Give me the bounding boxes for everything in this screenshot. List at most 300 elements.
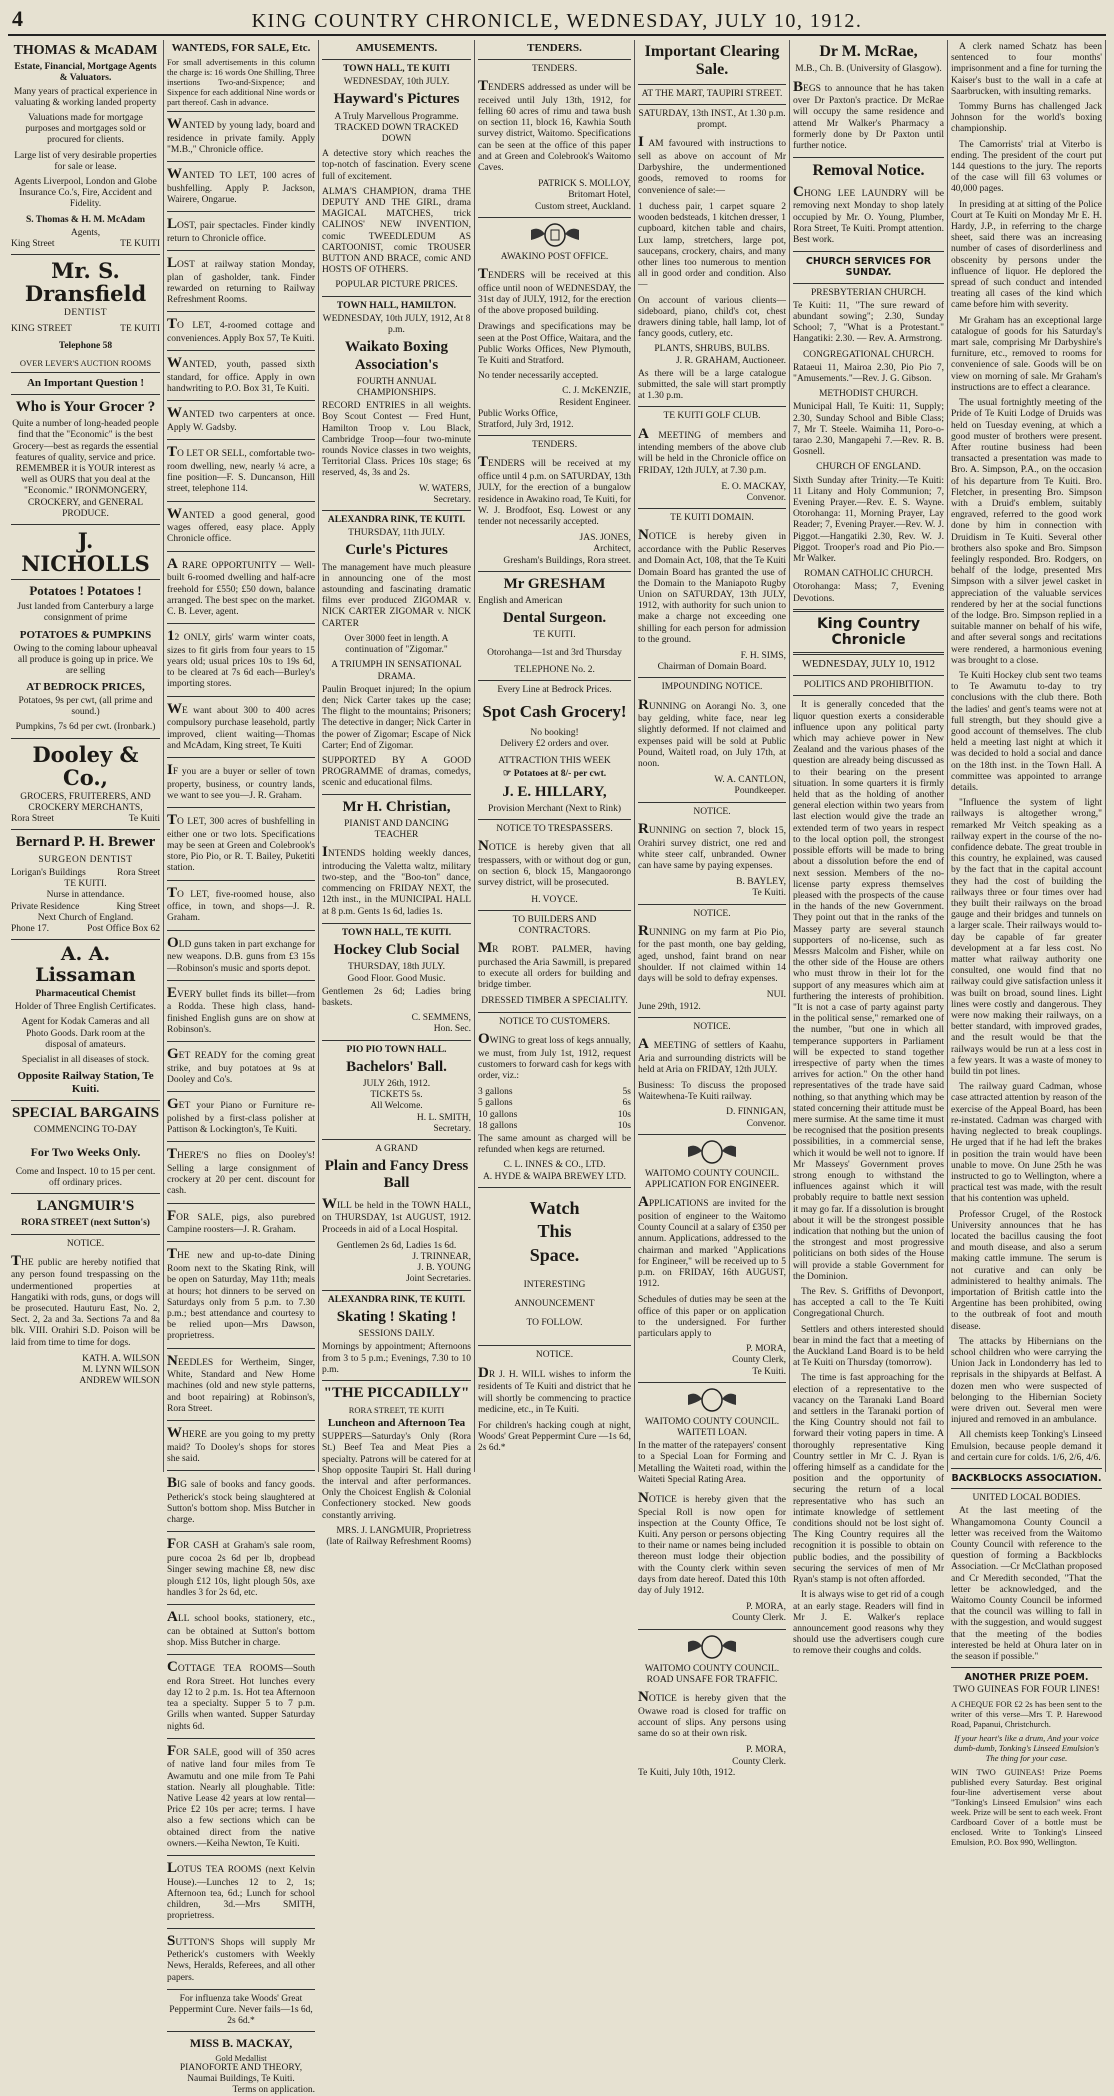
notice-signature-3: ANDREW WILSON (79, 1376, 160, 1387)
gresham-role: Dental Surgeon. (502, 610, 607, 627)
classified-ad: WANTED two carpenters at once. Apply W. Gadsby. (167, 405, 315, 434)
notice-signature-2: M. LYNN WILSON (82, 1365, 160, 1376)
engineer-signature-2: County Clerk, (732, 1355, 786, 1366)
brewer-location-1: Lorigan's Buildings (11, 867, 86, 878)
notice-will-heading: NOTICE. (535, 1350, 574, 1361)
tender-3-heading: TENDERS. (531, 440, 578, 451)
brewer-title: Bernard P. H. Brewer (15, 834, 156, 851)
boxing-date: WEDNESDAY, 10th JULY, 1912, At 8 p.m. (322, 313, 471, 336)
tender-1-signature-1: PATRICK S. MOLLOY, (538, 179, 631, 190)
church-of-england-text: Sixth Sunday after Trinity.—Te Kuiti: 11 Litany and Holy Communion; 7, Evening Prayer.—Rev. E. S. Wayne. Otorohanga: 11, Morning Prayer, Lay Reader; 7, Evening Prayer.—Rev. W. J. Piggot.—Hangatiki 2.30, Rev. W. J. Piggot. Trooper's road and Pio Pio.—Mr Walker. (793, 475, 944, 565)
hayward-text-2: A detective story which reaches the top-notch of fascination. Every scene full of excitement. (322, 149, 471, 182)
wanteds-rates: For small advertisements in this column the charge is: 16 words One Shilling, Three insertions Two-and-Sixpence; and Sixpence for each additional Nine words or part thereof. Cash in advance. (167, 56, 315, 108)
classified-ad: LOST, pair spectacles. Finder kindly return to Chronicle office. (167, 216, 315, 244)
piccadilly-signature: MRS. J. LANGMUIR, Proprietress (late of Railway Refreshment Rooms) (326, 1525, 471, 1547)
classified-ad: EVERY bullet finds its billet—from a Rodda. These high class, hand-finished English guns are on show at Robinson's. (167, 984, 315, 1035)
news-item-7: Te Kuiti Hockey club sent two teams to Te Awamutu to-day to try conclusions with the club there. Both the ladies' and gent's teams were not at full strength, but they should give a good account of themselves. The club held a meeting last night at which it was decided to hold a social and dance on the 18th inst. in the Town Hall. A committee was appointed to arrange details. (951, 670, 1102, 793)
langmuir-subtitle: RORA STREET (next Sutton's) (21, 1218, 150, 1229)
potatoes-heading: Potatoes ! Potatoes ! (29, 583, 142, 599)
news-item-10: Professor Crugel, of the Rostock University announces that he has located the bacillus causing the foot and mouth disease, and also a serum making cattle immune. The serum is not curative and can only be administered to healthy animals. The importation of British cattle into the Argentine has been prohibited, owing to the outbreak of foot and mouth disease. (951, 1209, 1102, 1332)
prize-poem-text-2: WIN TWO GUINEAS! Prize Poems published every Saturday. Best original four-line advertisement verse about "Tonking's Linseed Emulsion" wins each week. Prize will be sent to each week. Front Cardboard Cover of a bottle must be enclosed. Write to Tonking's Linseed Emulsion, P.O. Box 990, Wellington. (951, 1766, 1102, 1847)
news-item-8: "Influence the system of light railways is altogether wrong," remarked Mr Veitch speaking as a railway expert in the course of the no-confidence debate. The great trouble in this country, he explained, was caused by the fact that in the capital account they had the cost of building the railways three or four times over had they built their railways on the broad gauge and their bridges and tunnels on a larger scale. Their railways would to-day be capable of far greater development at a far less cost. No matter what railway authority one consulted, one would find that no railway could give satisfaction unless it was built on broad, sound lines. Light lines were costly and dangerous. They were now making their railways, on a better standard, with improved grades, and the result would be that the railways would be run at a less cost in a few years. It was a waste of money to build tin pot lines. (951, 798, 1102, 1078)
fancy-dress-signature-1: J. TRINNEAR, (412, 1252, 471, 1263)
tender-2-text-3: No tender necessarily accepted. (478, 371, 599, 382)
lissaman-text-4: Opposite Railway Station, Te Kuiti. (17, 1070, 154, 1096)
grocer-heading: Who is Your Grocer ? (15, 398, 156, 415)
potatoes-text-3: Owing to the coming labour upheaval all produce is going up in price. We are selling (13, 643, 158, 676)
bachelors-tickets: TICKETS 5s. (370, 1090, 423, 1101)
domain-heading: TE KUITI DOMAIN. (670, 513, 754, 524)
nicholls-title: J. NICHOLLS (21, 528, 150, 577)
spot-cash-text-2: Delivery £2 orders and over. (500, 738, 609, 749)
brewer-location-2: Rora Street (116, 867, 160, 878)
county-council-heading: WAITOMO COUNTY COUNCIL. (644, 1168, 780, 1179)
notice-1-text: RUNNING on section 7, block 15, Orahiri survey district, one red and white steer calf, unbranded. Owner can have same by paying expenses. (638, 820, 786, 871)
dransfield-phone: Telephone 58 (58, 340, 113, 351)
builders-heading: TO BUILDERS AND CONTRACTORS. (512, 914, 597, 936)
tender-2-signature-3: Public Works Office, (478, 408, 558, 419)
mackay-text-1: PIANOFORTE AND THEORY, (179, 2062, 303, 2073)
news-item-2: Tommy Burns has challenged Jack Johnson for the world's boxing championship. (951, 102, 1102, 135)
special-text-2: For Two Weeks Only. (30, 1144, 141, 1159)
potatoes-text-4: AT BEDROCK PRICES, (26, 681, 145, 694)
boxing-signature-2: Secretary. (433, 494, 471, 505)
bachelors-date: JULY 26th, 1912. (362, 1079, 431, 1090)
piccadilly-title: "THE PICCADILLY" (323, 1384, 470, 1401)
prize-poem-subheading: TWO GUINEAS FOR FOUR LINES! (953, 1685, 1100, 1696)
fancy-dress-signature-2: J. B. YOUNG (417, 1263, 471, 1274)
golf-heading: TE KUITI GOLF CLUB. (663, 411, 761, 422)
impounding-text: RUNNING on Aorangi No. 3, one bay gelding, white face, near leg slightly deformed. If not claimed and expenses paid will be sold at Public Pound, Waitetl road, on July 17th, at noon. (638, 696, 786, 770)
coat-of-arms-icon (682, 1139, 742, 1165)
classified-ad: WANTED by young lady, board and residence in private family. Apply "M.B.," Chronicle office. (167, 116, 315, 155)
notice-1-signature-2: Te Kuiti. (752, 888, 786, 899)
keg-size: 18 gallons (478, 1120, 518, 1131)
lissaman-subtitle: Pharmaceutical Chemist (35, 988, 136, 999)
backblocks-subheading: UNITED LOCAL BODIES. (972, 1493, 1081, 1504)
masthead (8, 4, 1106, 36)
column-5 (635, 40, 790, 1778)
builders-text: MR ROBT. PALMER, having purchased the Aria Sawmill, is prepared to execute all orders for building and bridge timber. (478, 940, 631, 991)
langmuir-title: LANGMUIR'S (36, 1198, 135, 1215)
gresham-text-1: Otorohanga—1st and 3rd Thursday (487, 647, 622, 658)
dooley-town: Te Kuiti (128, 814, 160, 825)
column-2 (164, 40, 319, 2096)
politics-text-4: The time is fast approaching for the election of a representative to the vacancy on the Taranaki Land Board and settlers in the Taranaki portion of the King Country should not fail to forward their voting papers in time. A thoroughly representative King Country settler in Mr C. J. Ryan is offering himself as a candidate for the position and the opportunity of securing the return of a local representative who has such an intimate knowledge of settlement conditions should not be lost sight of. The King Country requires all the recognition it is possible to obtain on public bodies, and the possibility of securing the services of men of Mr Ryan's stamp is not often afforded. (793, 1373, 944, 1586)
customers-heading: NOTICE TO CUSTOMERS. (498, 1016, 611, 1027)
church-services-heading: CHURCH SERVICES FOR SUNDAY. (805, 256, 932, 279)
notice-3-heading: NOTICE. (693, 1021, 731, 1032)
thomas-agents: Agents, (70, 227, 101, 238)
loan-heading: WAITETI LOAN. (677, 1427, 747, 1438)
backblocks-heading: BACKBLOCKS ASSOCIATION. (951, 1472, 1102, 1484)
keg-price: 10s (617, 1109, 631, 1120)
classified-ad: ALL school books, stationery, etc., can be obtained at Sutton's bottom shop. Miss Butcher in charge. (167, 1608, 315, 1648)
classified-ad: TO LET, five-roomed house, also office, in town, and shops—J. R. Graham. (167, 884, 315, 924)
brewer-nurse: Nurse in attendance. (46, 890, 125, 901)
lissaman-title: A. A. Lissaman (35, 943, 136, 987)
boxing-signature-1: W. WATERS, (419, 483, 471, 494)
congregational-heading: CONGREGATIONAL CHURCH. (802, 349, 935, 360)
thomas-signature: S. Thomas & H. M. McAdam (25, 214, 146, 225)
question-heading: An Important Question ! (26, 376, 145, 389)
gresham-town: TE KUITI. (533, 630, 576, 641)
domain-signature-2: Chairman of Domain Board. (657, 662, 767, 673)
brewer-residence-3: Next Church of England. (37, 912, 134, 923)
loan-signature-1: P. MORA, (746, 1602, 786, 1613)
watch-text-3: Space. (529, 1245, 580, 1266)
potatoes-text-5: Potatoes, 9s per cwt, (all prime and sound.) (18, 696, 153, 718)
notice-3-signature-2: Convenor. (746, 1118, 786, 1129)
hillary-title: J. E. HILLARY, (502, 783, 607, 800)
skating-venue: ALEXANDRA RINK, TE KUITI. (327, 1294, 466, 1305)
trespassers-heading: NOTICE TO TRESPASSERS. (496, 824, 613, 835)
loan-signature-2: County Clerk. (732, 1613, 786, 1624)
hockey-text-2: Gentlemen 2s 6d; Ladies bring baskets. (322, 986, 471, 1008)
watch-announcement-3: TO FOLLOW. (526, 1318, 583, 1329)
column-3 (319, 40, 475, 1547)
christian-subtitle: PIANIST AND DANCING TEACHER (344, 818, 449, 840)
news-item-11: The attacks by Hibernians on the school children who were carrying the Union Jack in Londonderry has led to reprisals in the shipyards at Belfast. A dozen men who were suspected of belonging to the Hibernian Society were driven out. Several men were injured and removed in an ambulance. (951, 1336, 1102, 1426)
newspaper-title: KING COUNTRY CHRONICLE, WEDNESDAY, JULY 10, 1912. (251, 10, 863, 32)
trespassers-signature: H. VOYCE. (531, 894, 578, 905)
dooley-street: Rora Street (11, 814, 55, 825)
hockey-venue: TOWN HALL, TE KUITI. (341, 927, 452, 938)
keg-price-row (478, 1110, 631, 1121)
tender-3-signature-1: JAS. JONES, (579, 533, 631, 544)
thomas-text-1: Many years of practical experience in valuating & working landed property (13, 86, 158, 108)
classified-ad: WANTED a good general, good wages offered, easy place. Apply Chronicle office. (167, 505, 315, 545)
backblocks-text: At the last meeting of the Whangamomona County Council a letter was received from the Waitomo County Council with reference to the question of forming a Backblocks Association. —Cr McClathan proposed and Cr Meredith seconded, "That the letter be acknowledged, and the Waitomo County Council be informed that the council was willing to fall in with the suggestion, and would suggest that the meeting of the bodies interested be held at Ohura later on in the season if possible." (951, 1506, 1102, 1663)
roman-catholic-heading: ROMAN CATHOLIC CHURCH. (803, 569, 934, 580)
brewer-town: TE KUITI. (64, 879, 107, 890)
classified-ad: SUTTON'S Shops will supply Mr Petherick's customers with Weekly News, Heralds, Referees, and all other papers. (167, 1932, 315, 1983)
classified-ad: FOR SALE, pigs, also purebred Campine roosters—J. R. Graham. (167, 1207, 315, 1236)
notice-3-text-2: Business: To discuss the proposed Waitewhena-Te Kuiti railway. (638, 1081, 786, 1103)
news-item-12: All chemists keep Tonking's Linseed Emulsion, because people demand it and certain cure for colds. 1/6, 2/6, 4/6. (951, 1430, 1102, 1463)
cough-cure-ad: For children's hacking cough at night, Woods' Great Peppermint Cure —1s 6d, 2s 6d.* (478, 1420, 631, 1454)
potatoes-text-1: Just landed from Canterbury a large consignment of prime (17, 602, 154, 624)
news-item-9: The railway guard Cadman, whose case attracted attention by reason of the exercise of the Appeal Board, has been re-instated. Cadman was charged with having neglected to break couplings. He urged that if he had left the brakes in position the train would have been unable to move. On June 25th he was instructed to go to Wellington, where a practical test was made, with the result that his contention was upheld. (951, 1082, 1102, 1205)
hillary-subtitle: Provision Merchant (Next to Rink) (488, 803, 621, 814)
hockey-signature-1: C. SEMMENS, (411, 1013, 471, 1024)
brewer-role: SURGEON DENTIST (38, 854, 133, 865)
tender-3-text: TENDERS will be received at my office until 4 p.m. on SATURDAY, 13th JULY, for the erection of a bungalow residence in Awakino road, Te Kuiti, for W. J. Brodfoot, Esq. Lowest or any tender not necessarily accepted. (478, 454, 631, 527)
county-council-2-heading: WAITOMO COUNTY COUNCIL. (644, 1416, 780, 1427)
dooley-subtitle: GROCERS, FRUITERERS, AND CROCKERY MERCHANTS, (20, 791, 151, 814)
classified-ad: 12 ONLY, girls' warm winter coats, sizes to fit girls from four years to 15 years old; usual prices 10s to 19s 6d, to be cleared at 7s 6d each—Burley's importing stores. (167, 628, 315, 690)
loan-text-2: NOTICE is hereby given that the Special Roll is now open for inspection at the County Office, Te Kuiti. Any person or persons objecting to their name or names being included thereon must lodge their objection with the County clerk within seven days from date hereof. Dated this 10th day of July 1912. (638, 1489, 786, 1597)
impounding-signature-2: Poundkeeper. (734, 786, 786, 797)
classified-ad: GET READY for the coming great strike, and buy potatoes at 9s at Dooley and Co's. (167, 1046, 315, 1085)
plants-text: As there will be a large catalogue submitted, the sale will start promptly at 1.30 p.m. (638, 368, 786, 402)
hockey-date: THURSDAY, 18th JULY. (347, 962, 446, 973)
influenza-ad: For influenza take Woods' Great Peppermint Cure. Never fails—1s 6d, 2s 6d.* (169, 1993, 313, 2027)
classified-ad: TO LET, 4-roomed cottage and conveniences. Apply Box 57, Te Kuiti. (167, 316, 315, 345)
watch-text-1: Watch (529, 1197, 580, 1218)
mcrae-text: BEGS to announce that he has taken over Dr Paxton's practice. Dr McRae will occupy the same residence and attend Mr Walker's Pharmacy a formerly done by Dr Paxton until further notice. (793, 78, 944, 152)
gresham-phone: TELEPHONE No. 2. (514, 664, 595, 675)
curle-date: THURSDAY, 11th JULY. (348, 528, 445, 539)
clearing-sale-date: SATURDAY, 13th INST., At 1.30 p.m. prompt. (638, 108, 786, 131)
news-item-3: The Camorrists' trial at Viterbo is ending. The president of the court put 144 questions to the jury. The reports of the case will fill 63 volumes or 40,000 pages. (951, 139, 1102, 195)
classified-ad: TO LET, 300 acres of bushfelling in either one or two lots. Specifications may be seen at Green and Colebrook's store, Pio Pio, or R. T. Bailey, Puketiti station. (167, 812, 315, 874)
piccadilly-address: RORA STREET, TE KUITI (348, 1405, 445, 1416)
politics-heading: POLITICS AND PROHIBITION. (803, 680, 934, 691)
politics-text-3: Settlers and others interested should bear in mind the fact that a meeting of the Auckland Land Board is to be held at Te Kuiti on Thursday (tomorrow). (793, 1324, 944, 1369)
thomas-text-2: Valuations made for mortgage purposes and mortgages sold or procured for clients. (25, 112, 146, 146)
hayward-text-3: ALMA'S CHAMPION, drama THE DEPUTY AND THE GIRL, drama MAGICAL MATCHES, trick CALINOS' NEW INVENTION, comic TWEEDLEDUM AS CARTOONIST, comic TROUSER BUTTON AND BRACE, comic AND HOSTS OF OTHERS. (322, 186, 471, 276)
tenders-heading: TENDERS. (527, 42, 582, 54)
chronicle-date: WEDNESDAY, JULY 10, 1912 (801, 658, 936, 670)
hockey-title: Hockey Club Social (333, 942, 460, 959)
hayward-title: Hayward's Pictures (333, 91, 460, 108)
notice-2-signature: NUI. (766, 990, 786, 1001)
classified-ad: WE want about 300 to 400 acres compulsory purchase leasehold, partly improved, client waiting—Thomas and McAdam, King street, Te Kuiti (167, 700, 315, 751)
thomas-text-4: Agents Liverpool, London and Globe Insurance Co.'s, Fire, Accident and Fidelity. (14, 176, 157, 210)
politics-text-2: The Rev. S. Griffiths of Devonport, has accepted a call to the Te Kuiti Congregational Church. (793, 1287, 944, 1320)
customers-signature-1: C. L. INNES & CO., LTD. (503, 1160, 606, 1171)
engineer-signature-1: P. MORA, (746, 1344, 786, 1355)
classified-ad: THE new and up-to-date Dining Room next to the Skating Rink, will be open on Saturday, May 11th; meals at hours; hot dinners to be served on Saturdays only from 5 p.m. to 7.30 p.m.; best attendance and courtesy to be relied upon—Mrs Dawson, proprietress. (167, 1246, 315, 1342)
brewer-residence-2: King Street (116, 901, 160, 912)
curle-text-5: SUPPORTED BY A GOOD PROGRAMME of dramas, comedys, scenic and educational films. (322, 755, 471, 789)
column-4 (475, 40, 635, 1472)
special-text-1: COMMENCING TO-DAY (33, 1125, 138, 1136)
tender-1-signature-3: Custom street, Auckland. (534, 201, 631, 212)
classified-ad: FOR SALE, good will of 350 acres of native land four miles from Te Awamutu and one mile from Te Pahi station. Nearly all ploughable. Title: Native Lease 42 years at low rental—Price £2 10s per acre; terms. I have also a few sections which can be obtained direct from the native owners.—Keiha Newton, Te Kuiti. (167, 1742, 315, 1849)
gresham-subtitle: English and American (478, 595, 563, 606)
road-signature-1: P. MORA, (746, 1745, 786, 1756)
hayward-text-1: A Truly Marvellous Programme. TRACKED DOWN TRACKED DOWN (334, 111, 459, 145)
classified-ad: COTTAGE TEA ROOMS—South end Rora Street. Hot lunches every day 12 to 2 p.m. 1s. Hot tea Afternoon tea a specialty. Supper 5 to 7 p.m. Grills when wanted. Supper Saturday nights 6d. (167, 1659, 315, 1732)
column-7 (948, 40, 1106, 1847)
golf-signature-2: Convenor. (746, 493, 786, 504)
skating-text: Mornings by appointment; Afternoons from 3 to 5 p.m.; Evenings, 7.30 to 10 p.m. (322, 1342, 471, 1375)
tender-1-text: TENDERS addressed as under will be received until July 13th, 1912, for felling 60 acres of rimu and tawa bush on section 11, block 16, Kawhia South survey district, Waitomo. Specifications can be seen at the office of this paper and at Green and Colebrook's Waitomo Caves. (478, 78, 631, 174)
politics-text: It is generally conceded that the liquor question exerts a considerable influence upon any political party which may achieve power in New Zealand and the various phases of the question are already being discussed as to their bearing on the present situation. In some quarters it is firmly held that as the holding of another general election within two years from last election would give the trade an extended term of two years in respect to the local option poll, the strongest possible efforts will be made to bring about a dissolution before the end of next session. Members of the no-license party express themselves pleased with the prospects of the cause in the hands of the new Government. They point out that in the ranks of the Massey party are several staunch supporters of no-license, such as Messrs Malcolm and Fisher, while on the other side of the House are others who must throw in their lot for the support of any measures which aim at furthering the interests of prohibition. "It is not a case of party against party in the political sense," remarked one of the number, "but one in which all temperance supporters in Parliament will be expected to stand together irrespective of party when the times arrives for action." On the other hand representatives of the trade have said nothing, so that anything which may be stated concerning their attitude must be mere surmise. At the same time it must be recognised that the position presents possibilities, in a commercial sense, which it would be well not to ignore. If Mr Masseys' Government proves strong enough to withstand the influences against which it will probably require to battle next session it may go far. If a dissolution is brought about it will be the strongest possible indication that nothing but the union of the strongest and most progressive politicians on both sides of the House will provide a stable Government for the Dominion. (793, 700, 944, 1282)
special-text-3: Come and Inspect. 10 to 15 per cent. off ordinary prices. (15, 1166, 156, 1188)
notice-3-text: A MEETING of settlers of Kaahu, Aria and surrounding districts will be held at Aria on FRIDAY, 12th JULY. (638, 1035, 786, 1075)
thomas-text-3: Large list of very desirable properties for sale or lease. (14, 150, 157, 172)
dransfield-location: OVER LEVER'S AUCTION ROOMS (19, 357, 152, 368)
watch-announcement-1: INTERESTING (523, 1279, 586, 1290)
notice-2-heading: NOTICE. (693, 908, 731, 919)
dransfield-title: Mr. S. Dransfield (24, 258, 147, 307)
keg-price-row (478, 1121, 631, 1132)
engineer-signature-3: Te Kuiti. (752, 1366, 786, 1377)
prize-poem-verse: If your heart's like a drum, And your voice dumb-dumb, Tonking's Linseed Emulsion's The thing for your case. (954, 1732, 1099, 1763)
keg-size: 10 gallons (478, 1109, 518, 1120)
customers-text: OWING to great loss of kegs annually, we must, from July 1st, 1912, request customers to forward cash for kegs with order, viz.: (478, 1030, 631, 1081)
roman-catholic-text: Otorohanga: Mass; 7, Evening Devotions. (793, 582, 944, 604)
domain-text: NOTICE is hereby given in accordance with the Public Reserves and Domain Act, 108, that the Te Kuiti Domain Board has granted the use of the Domain to the Maniapoto Rugby Union on SATURDAY, 13th JULY, 1912, with authority for such union to make a charge not exceeding one shilling for each person for admission to the ground. (638, 527, 786, 645)
thomas-subtitle: Estate, Financial, Mortgage Agents & Valuators. (14, 62, 157, 84)
dransfield-town: TE KUITI (120, 323, 160, 334)
tender-2-text-2: Drawings and specifications may be seen at the Post Office, Waitara, and the Public Works Offices, New Plymouth, Te Kuiti and Stratford. (478, 322, 631, 366)
dransfield-street: KING STREET (11, 323, 72, 334)
curle-text-4: Paulin Broquet injured; In the opium den; Nick Carter takes up the case; The flight to the mountains; Prisoners; The detective in danger; Nick Carter in the power of Zigomar; Escape of Nick Carter; End of Zigomar. (322, 684, 471, 751)
news-item-4: In presiding at at sitting of the Police Court at Te Kuiti on Monday Mr E. H. Hardy, J.P., in referring to the charge sheet, said there was an increasing number of cases of disorderliness and obscenity by persons under the influence of liquor. He deplored the spread of such conduct and intended treating all cases of the kind which came before him with severity. (951, 199, 1102, 311)
news-item-6: The usual fortnightly meeting of the Pride of Te Kuiti Lodge of Druids was held on Tuesday evening, at which a good muster of brothers were present. After routine business had been transacted a presentation was made to Bro. A. Simpson, P.A., on the occasion of his departure from Te Kuiti. Bro. Fletcher, in presenting Bro. Simpson with a Druid's emblem, suitably engraved, referred to the good work done by him in connection with Druidism in Te Kuiti. Several other brothers also spoke and Bro. Simpson feelingly responded. Bro. Rodgers, on behalf of the lodge, presented Mrs Simpson with a silver jewel casket in appreciation of the valuable services rendered by her at the social functions of the lodge. Bro. Simpson replied in a suitable manner on behalf of his wife, and after several songs and recitations were rendered, a harmonious evening was brought to a close. (951, 398, 1102, 666)
tender-2-text: TENDERS will be received at this office until noon of WEDNESDAY, the 31st day of JULY, 1912, for the erection of the above proposed building. (478, 266, 631, 317)
classified-ad: WANTED TO LET, 100 acres of bushfelling. Apply P. Jackson, Wairere, Ongarue. (167, 166, 315, 206)
removal-text: CHONG LEE LAUNDRY will be removing next Monday to shop lately occupied by Mr. O. Young, Plumber, Rora Street, Te Kuiti. Prompt attention. Best work. (793, 183, 944, 245)
golf-signature-1: E. O. MACKAY, (721, 481, 786, 492)
prize-poem-text: A CHEQUE FOR £2 2s has been sent to the writer of this verse—Mrs T. P. Harewood Road, Papanui, Christchurch. (951, 1698, 1102, 1729)
dressed-timber: DRESSED TIMBER A SPECIALITY. (481, 996, 628, 1007)
curle-text-1: The management have much pleasure in announcing one of the most astounding and fascinating dramatic films ever produced ZIGOMAR v. NICK CARTER ZIGOMAR v. NICK CARTER (322, 562, 471, 629)
classified-ads (167, 116, 315, 1990)
presbyterian-text: Te Kuiti: 11, "The sure reward of abundant sowing"; 2.30, Sunday School; 7, "What is a Protestant." Hangatiki: 2.30. — Rev. A. Armstrong. (793, 300, 944, 345)
curle-title: Curle's Pictures (345, 542, 448, 559)
keg-price-row (478, 1098, 631, 1109)
chronicle-nameplate: King Country Chronicle (816, 615, 921, 648)
county-council-3-heading: WAITOMO COUNTY COUNCIL. (644, 1663, 780, 1674)
tender-3-signature-2: Architect, (593, 544, 631, 555)
methodist-text: Municipal Hall, Te Kuiti: 11, Supply; 2.30, Sunday School and Bible Class; 7, Mr T. Steele. Waimiha 11, Poro-o-tarao 2.30, Mangapehi 7.—Rev. R. B. Gosnell. (793, 402, 944, 458)
clearing-sale-text-2: 1 duchess pair, 1 carpet square 2 wooden bedsteads, 1 kitchen dresser, 1 cupboard, kitchen table and chairs, Lux lamp, stretchers, large pot, saucepans, crockery, chairs, and many other lines too numerous to mention all in good order and condition. Also— (638, 201, 786, 291)
mackay-title: MISS B. MACKAY, (189, 2036, 293, 2051)
classified-ad: WHERE are you going to my pretty maid? To Dooley's shops for stores she said. (167, 1425, 315, 1464)
attraction-heading: ATTRACTION THIS WEEK (498, 756, 611, 767)
mackay-subtitle: Gold Medallist (215, 2052, 267, 2063)
gresham-title: Mr GRESHAM (503, 575, 606, 592)
domain-signature-1: F. H. SIMS, (740, 650, 786, 661)
curle-text-3: A TRIUMPH IN SENSATIONAL DRAMA. (331, 660, 462, 682)
potatoes-text-2: POTATOES & PUMPKINS (19, 628, 152, 641)
tender-2-signature-1: C. J. McKENZIE, (562, 386, 631, 397)
dransfield-role: DENTIST (63, 308, 108, 319)
fancy-dress-signature-3: Joint Secretaries. (406, 1274, 471, 1285)
clearing-sale-title: Important Clearing Sale. (644, 43, 780, 79)
plants-signature: J. R. GRAHAM, Auctioneer. (675, 355, 786, 366)
bachelors-title: Bachelors' Ball. (346, 1058, 447, 1075)
classified-ad: LOTUS TEA ROOMS (next Kelvin House).—Lunches 12 to 2, 1s; Afternoon tea, 6d.; Lunch for school children, 3d.—Mrs SMITH, proprietress. (167, 1860, 315, 1922)
mackay-text-2: Naumai Buildings, Te Kuiti. (187, 2073, 295, 2084)
classified-ad: BIG sale of books and fancy goods. Petherick's stock being slaughtered at Sutton's bottom shop. Miss Butcher in charge. (167, 1475, 315, 1526)
bachelors-venue: PIO PIO TOWN HALL. (346, 1044, 447, 1055)
watch-text-2: This (537, 1221, 572, 1242)
keg-price: 10s (617, 1120, 631, 1131)
tenders-subheading: TENDERS. (531, 63, 578, 74)
clearing-sale-location: AT THE MART, TAUPIRI STREET. (641, 88, 783, 99)
skating-subtitle: SESSIONS DAILY. (358, 1329, 435, 1340)
watch-announcement-2: ANNOUNCEMENT (514, 1299, 595, 1310)
spot-cash-title: Spot Cash Grocery! (482, 702, 627, 722)
classified-ad: TO LET OR SELL, comfortable two-room dwelling, new, nearly ¼ acre, a fine position—F. S. Duncanson, Hill street, telephone 114. (167, 444, 315, 495)
clearing-sale-text-3: On account of various clients—sideboard, piano, child's cot, chest drawers dining table, hall lamp, lot of fancy goods, cutlery, etc. (638, 295, 786, 340)
potatoes-text-6: Pumpkins, 7s 6d per cwt. (Ironbark.) (15, 722, 156, 733)
thomas-title: THOMAS & McADAM (13, 43, 158, 58)
trespassers-text: NOTICE is hereby given that all trespassers, with or without dog or gun, on section 6, block 15, Mangaorongo survey district, will be prosecuted. (478, 838, 631, 889)
presbyterian-heading: PRESBYTERIAN CHURCH. (810, 287, 927, 298)
removal-title: Removal Notice. (812, 162, 925, 180)
news-item-1: A clerk named Schatz has been sentenced to four months' imprisonment and a fine for turning the Kaiser's bust to the wall in a cafe at Saarbrucken, with insulting remarks. (951, 42, 1102, 97)
road-date: Te Kuiti, July 10th, 1912. (638, 1767, 736, 1778)
classified-ad: FOR CASH at Graham's sale room, pure cocoa 2s 6d per lb, dropbead Singer sewing machine £8, new disc plough £12 10s, light plough 50s, axe handles 3 for 2s 6d, etc. (167, 1536, 315, 1598)
boxing-title: Waikato Boxing Association's (345, 339, 448, 373)
column-6 (790, 40, 948, 1657)
mcrae-title: Dr M. McRae, (819, 43, 918, 60)
notice-1-signature-1: B. BAYLEY, (736, 877, 786, 888)
engineer-heading: APPLICATION FOR ENGINEER. (644, 1180, 780, 1191)
dooley-title: Dooley & Co., (32, 741, 139, 790)
boxing-text: RECORD ENTRIES in all weights. Boy Scout Contest — Fred Hunt, Hamilton Troop v. Lou Black, Cambridge Troop—four two-minute rounds Novice classes in two weights, Territorial Class. Prices 10s stage; 6s reserved, 4s, 3s and 2s. (322, 401, 471, 479)
engineer-text: APPLICATIONS are invited for the position of engineer to the Waitomo County Council at a salary of £350 per annum. Applications, addressed to the chairman and marked "Applications for Engineer," will be received up to 5 p.m. on FRIDAY, 16th AUGUST, 1912. (638, 1194, 786, 1290)
prize-poem-heading: ANOTHER PRIZE POEM. (964, 1672, 1089, 1684)
fancy-dress-text: WILL be held in the TOWN HALL, on THURSDAY, 1st AUGUST, 1912. Proceeds in aid of a Local Hospital. (322, 1195, 471, 1235)
classified-ad: THERE'S no flies on Dooley's! Selling a large consignment of crockery at 20 per cent. discount for cash. (167, 1146, 315, 1197)
loan-text: In the matter of the ratepayers' consent to a Special Loan for Forming and Metalling the Waiteti road, within the Waiteti Special Rating Area. (638, 1441, 786, 1485)
tender-2-signature-2: Resident Engineer. (559, 397, 631, 408)
engineer-text-2: Schedules of duties may be seen at the office of this paper or on application to the undersigned. For further particulars apply to (638, 1295, 786, 1339)
hayward-venue: TOWN HALL, TE KUITI (343, 63, 450, 74)
notice-text: THE public are hereby notified that any person found trespassing on the undermentioned properties at Hangatiki with rods, guns, or dogs will be prosecuted. Hauturu East, No. 2, Sect. 2, 2a and 3a. Sections 7a and 8a blk. VIII. Orahiri S.D. Poison will be laid from time to time for dogs. (11, 1252, 160, 1348)
thomas-street: King Street (11, 238, 55, 249)
mackay-text-3: Terms on application. (232, 2085, 315, 2096)
page-number: 4 (12, 6, 23, 31)
classified-ad: NEEDLES for Wertheim, Singer, White, Standard and New Home machines (old and new style patterns, and boot repairing) at Robinson's, Rora Street. (167, 1352, 315, 1414)
tender-1-signature-2: Britomart Hotel, (568, 190, 631, 201)
tender-3-signature-3: Gresham's Buildings, Rora street. (503, 555, 631, 566)
spot-cash-text-1: No booking! (530, 727, 579, 738)
notice-heading: NOTICE. (66, 1238, 105, 1249)
brewer-po-box: Post Office Box 62 (87, 923, 160, 934)
column-1 (8, 40, 164, 1472)
impounding-heading: IMPOUNDING NOTICE. (661, 682, 763, 693)
notice-will-text: DR J. H. WILL wishes to inform the residents of Te Kuiti and district that he will shortly be commencing to practice medicine, etc., in Te Kuiti. (478, 1364, 631, 1415)
boxing-subtitle: FOURTH ANNUAL CHAMPIONSHIPS. (356, 376, 437, 398)
coat-of-arms-icon (682, 1387, 742, 1413)
keg-price-row (478, 1087, 631, 1098)
lissaman-text-1: Holder of Three English Certificates. (15, 1002, 156, 1013)
keg-size: 5 gallons (478, 1098, 513, 1109)
bachelors-signature-2: Secretary. (433, 1123, 471, 1134)
christian-text: INTENDS holding weekly dances, introducing the Valetta waltz, military two-step, and the "Boo-ton" dance, commencing on FRIDAY NEXT, the 12th inst., in the MUNICIPAL HALL at 8 p.m. Gents 1s 6d, ladies 1s. (322, 844, 471, 917)
brewer-phone: Phone 17. (11, 923, 49, 934)
piccadilly-subtitle: Luncheon and Afternoon Tea (327, 1417, 466, 1430)
notice-signature-1: KATH. A. WILSON (82, 1353, 160, 1364)
notice-2-text: RUNNING on my farm at Pio Pio, for the past month, one bay gelding, aged, unshod, faint brand on near shoulder. If not claimed within 14 days will be sold to defray expenses. (638, 922, 786, 985)
customers-text-2: The same amount as charged will be refunded when kegs are returned. (478, 1133, 631, 1156)
news-item-5: Mr Graham has an exceptional large catalogue of goods for his Saturday's mart sale, comprising Mr Darbyshire's furniture, etc., removed to rooms for convenience of sale. Goods will be on view on morning of sale. Mr Graham's instructions are to effect a clearance. (951, 315, 1102, 393)
coat-of-arms-icon (525, 222, 585, 248)
classified-ad: OLD guns taken in part exchange for new weapons. D.B. guns from £3 15s—Robinson's music and sports depot. (167, 934, 315, 974)
keg-price-list (478, 1087, 631, 1132)
curle-text-2: Over 3000 feet in length. A continuation of "Zigomar." (344, 633, 449, 656)
classified-ad: WANTED, youth, passed sixth standard, for office. Apply in own handwriting to P.O. Box 31, Te Kuiti. (167, 355, 315, 395)
keg-size: 3 gallons (478, 1087, 513, 1098)
hayward-text-4: POPULAR PICTURE PRICES. (335, 280, 458, 291)
fancy-dress-prices: Gentlemen 2s 6d, Ladies 1s 6d. (336, 1240, 457, 1251)
road-signature-2: County Clerk. (732, 1756, 786, 1767)
notice-3-signature-1: D. FINNIGAN, (726, 1107, 786, 1118)
classified-ad: IF you are a buyer or seller of town property, business, or country lands, we want to see you—J. R. Graham. (167, 761, 315, 801)
notice-1-heading: NOTICE. (693, 806, 731, 817)
golf-text: A MEETING of members and intending members of the above club will be held in the Chronicle office on FRIDAY, 12th JULY, at 7.30 p.m. (638, 425, 786, 476)
hayward-date: WEDNESDAY, 10th JULY. (343, 77, 450, 88)
thomas-town: TE KUITI (120, 238, 160, 249)
curle-venue: ALEXANDRA RINK, TE KUITI. (327, 515, 466, 526)
plants-heading: PLANTS, SHRUBS, BULBS. (654, 344, 770, 355)
church-of-england-heading: CHURCH OF ENGLAND. (816, 462, 921, 473)
amusements-heading: AMUSEMENTS. (355, 42, 438, 54)
keg-price: 5s (622, 1087, 631, 1098)
methodist-heading: METHODIST CHURCH. (818, 389, 919, 400)
clearing-sale-text: I AM favoured with instructions to sell as above on account of Mr Darbyshire, the undermentioned goods, removed to rooms for convenience of sale:— (638, 134, 786, 196)
boxing-venue: TOWN HALL, HAMILTON. (336, 300, 457, 311)
